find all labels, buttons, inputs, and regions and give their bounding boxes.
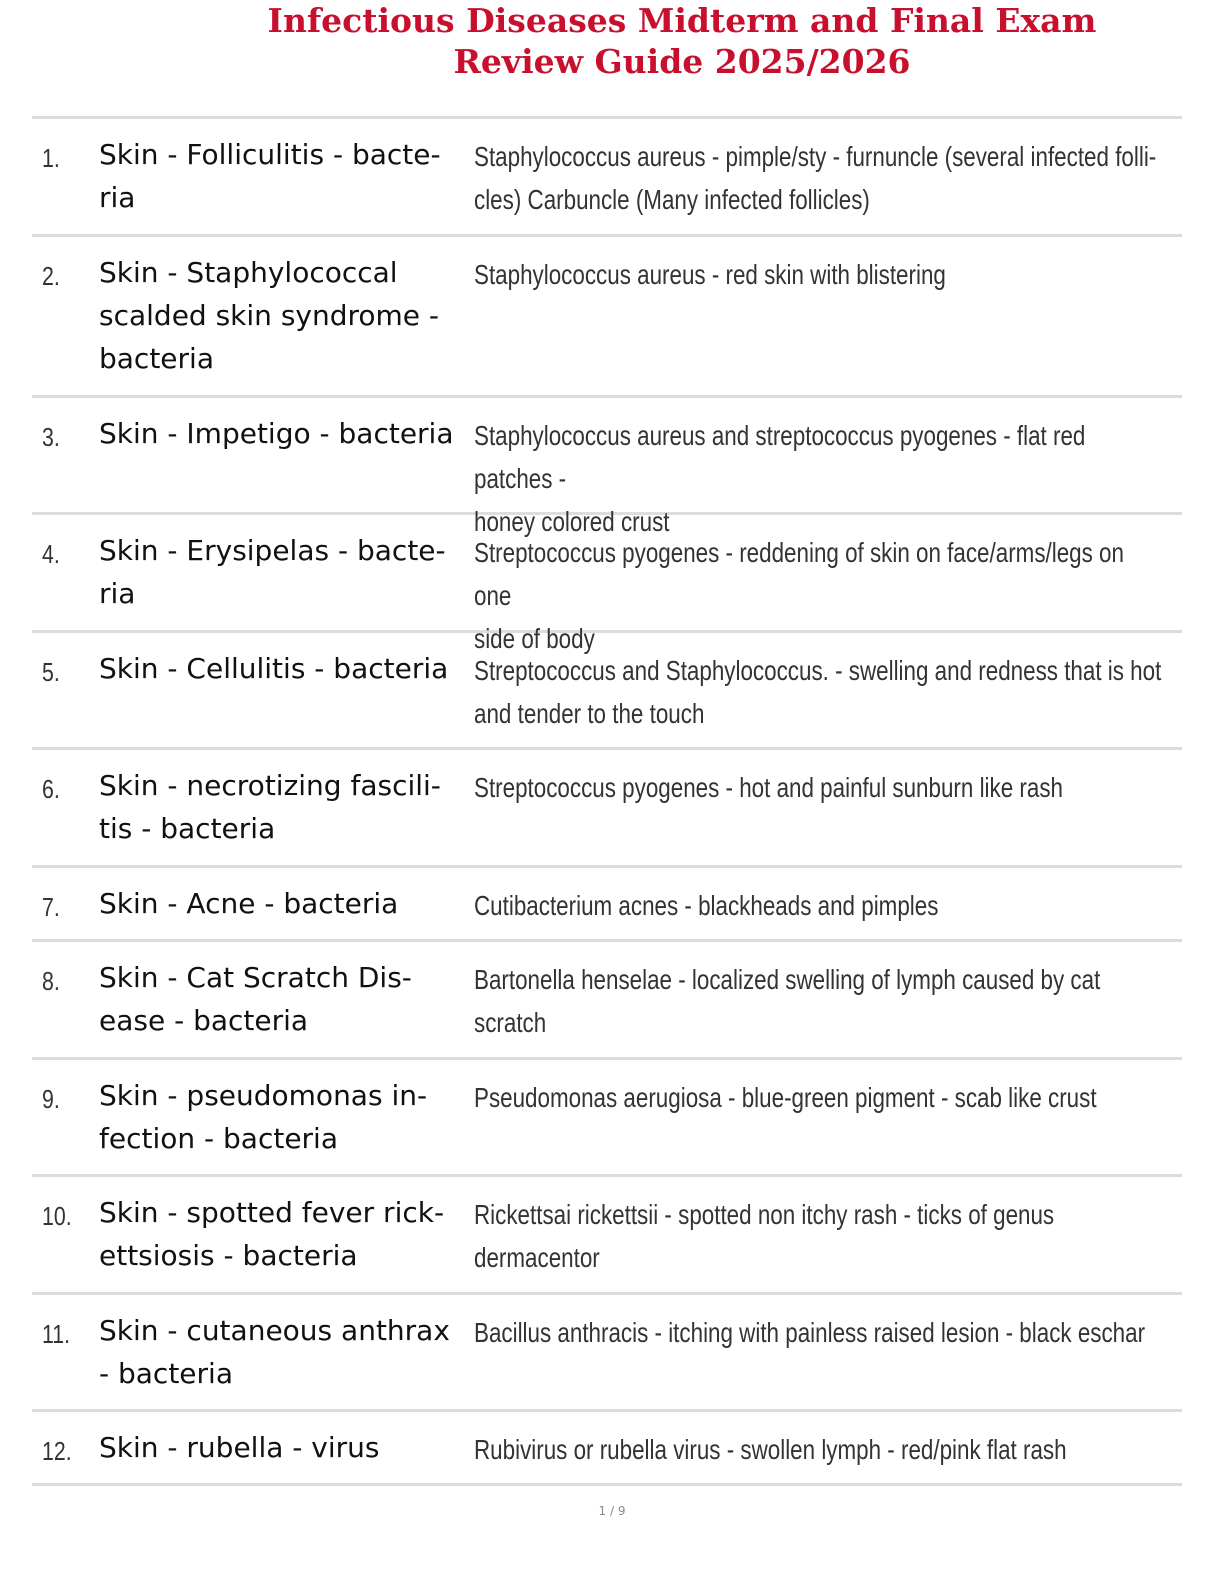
card-definition: Bacillus anthracis - itching with painless raised lesion - black eschar	[474, 1317, 1146, 1348]
card-number: 10.	[42, 1201, 72, 1231]
card-row	[32, 237, 1182, 398]
card-number: 3.	[42, 422, 60, 452]
title-line-1: Infectious Diseases Midterm and Final Exam	[267, 1, 1097, 40]
title-line-2: Review Guide 2025/2026	[453, 42, 911, 81]
card-term: Skin - necrotizing fascili- tis - bacteria	[99, 769, 441, 845]
card-term: Skin - Folliculitis - bacte- ria	[99, 138, 441, 214]
card-row	[32, 750, 1182, 868]
card-row	[32, 868, 1182, 942]
card-number: 12.	[42, 1436, 72, 1466]
card-definition: Streptococcus pyogenes - hot and painful sunburn like rash	[474, 772, 1063, 803]
card-term: Skin - Acne - bacteria	[99, 887, 399, 920]
card-row	[32, 1060, 1182, 1177]
card-number: 6.	[42, 774, 60, 804]
card-row	[32, 119, 1182, 237]
card-term: Skin - Erysipelas - bacte- ria	[99, 534, 446, 610]
card-number: 11.	[42, 1319, 71, 1349]
card-term: Skin - Staphylococcal scalded skin syndrome - bacteria	[99, 256, 440, 375]
card-number: 8.	[42, 966, 60, 996]
card-row	[32, 1412, 1182, 1486]
card-definition: Staphylococcus aureus and streptococcus pyogenes - flat red patches - honey colored crust	[474, 420, 1086, 537]
card-number: 1.	[42, 143, 60, 173]
card-row	[32, 942, 1182, 1060]
card-definition: Rubivirus or rubella virus - swollen lymph - red/pink flat rash	[474, 1434, 1067, 1465]
card-row	[32, 1177, 1182, 1295]
card-definition: Pseudomonas aerugiosa - blue-green pigment - scab like crust	[474, 1082, 1097, 1113]
card-term: Skin - pseudomonas in- fection - bacteria	[99, 1079, 428, 1155]
card-row	[32, 1295, 1182, 1412]
card-definition: Rickettsai rickettsii - spotted non itchy rash - ticks of genus dermacentor	[474, 1199, 1055, 1273]
card-row	[32, 515, 1182, 654]
card-number: 4.	[42, 539, 60, 569]
card-row	[32, 633, 1182, 750]
card-row	[32, 398, 1182, 537]
card-term: Skin - spotted fever rick- ettsiosis - bacteria	[99, 1196, 445, 1272]
card-term: Skin - rubella - virus	[99, 1431, 380, 1464]
card-term: Skin - Impetigo - bacteria	[99, 417, 454, 450]
flashcard-list	[32, 116, 1182, 1486]
page-indicator: 1 / 9	[598, 1504, 626, 1518]
card-definition: Streptococcus pyogenes - reddening of skin on face/arms/legs on one side of body	[474, 537, 1124, 654]
card-term: Skin - Cellulitis - bacteria	[99, 652, 449, 685]
card-definition: Staphylococcus aureus - pimple/sty - furnuncle (several infected folli- cles) Carbuncle (Many infected follicles)	[474, 141, 1157, 215]
card-term: Skin - cutaneous anthrax - bacteria	[99, 1314, 450, 1390]
card-definition: Bartonella henselae - localized swelling of lymph caused by cat scratch	[474, 964, 1101, 1038]
card-definition: Cutibacterium acnes - blackheads and pimples	[474, 890, 939, 921]
card-definition: Streptococcus and Staphylococcus. - swelling and redness that is hot and tender to the touch	[474, 655, 1162, 729]
card-number: 9.	[42, 1084, 60, 1114]
card-number: 5.	[42, 657, 60, 687]
card-definition: Staphylococcus aureus - red skin with blistering	[474, 259, 946, 290]
card-term: Skin - Cat Scratch Dis- ease - bacteria	[99, 961, 412, 1037]
document-title	[0, 0, 1224, 82]
card-number: 2.	[42, 261, 60, 291]
card-number: 7.	[42, 892, 60, 922]
